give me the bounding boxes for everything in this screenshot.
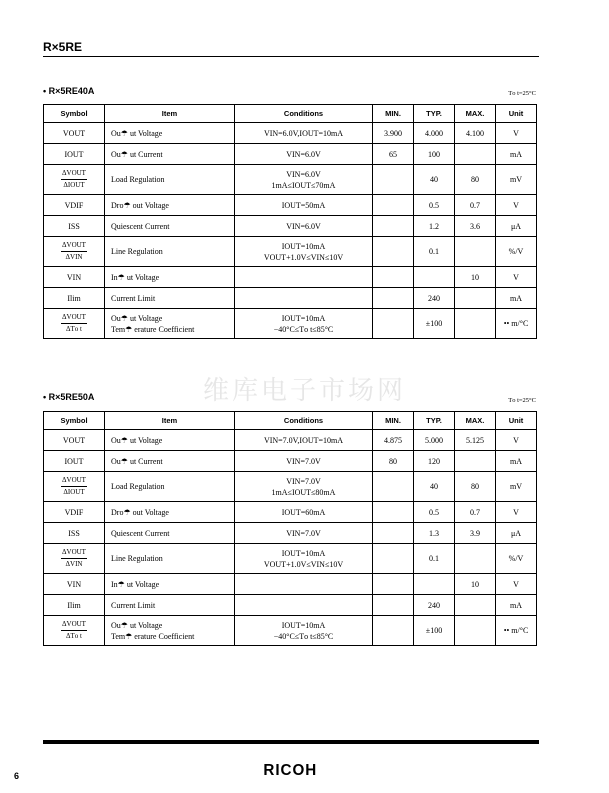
table-body (44, 430, 537, 646)
condition-line: IOUT=10mA (281, 548, 326, 558)
unit-cell: mA (496, 595, 537, 616)
max-cell (455, 288, 496, 309)
max-cell: 4.100 (455, 123, 496, 144)
unit-cell: %/V (496, 237, 537, 267)
header-row (44, 412, 537, 430)
item-cell: Quiescent Current (105, 216, 235, 237)
unit-cell: V (496, 195, 537, 216)
typ-cell (414, 267, 455, 288)
condition-line: VIN=6.0V,IOUT=10mA (263, 128, 344, 138)
item-cell: Ou☂ ut Current (105, 144, 235, 165)
symbol-denominator: ΔIOUT (63, 488, 85, 496)
unit-cell: V (496, 574, 537, 595)
item-cell (105, 309, 235, 339)
symbol-denominator: ΔTо t (66, 325, 82, 333)
table-row (44, 502, 537, 523)
table-row (44, 523, 537, 544)
conditions-cell (235, 430, 373, 451)
min-cell: 80 (373, 451, 414, 472)
typ-cell: 120 (414, 451, 455, 472)
unit-cell: mA (496, 144, 537, 165)
unit-cell: μA (496, 216, 537, 237)
max-cell (455, 595, 496, 616)
max-cell (455, 237, 496, 267)
symbol-cell: IOUT (44, 451, 105, 472)
conditions-cell (235, 472, 373, 502)
symbol-denominator: ΔIOUT (63, 181, 85, 189)
max-cell: 5.125 (455, 430, 496, 451)
condition-line: IOUT=50mA (281, 200, 326, 210)
symbol-cell: ISS (44, 523, 105, 544)
column-header: Unit (496, 105, 537, 123)
symbol-denominator: ΔVIN (65, 253, 83, 261)
symbol-cell (44, 237, 105, 267)
typ-cell: 40 (414, 165, 455, 195)
typ-cell: ±100 (414, 309, 455, 339)
item-cell: Ou☂ ut Voltage (105, 123, 235, 144)
symbol-cell: VDIF (44, 195, 105, 216)
min-cell (373, 544, 414, 574)
condition-line: VOUT+1.0V≤VIN≤10V (263, 252, 344, 262)
condition-line: 1mA≤IOUT≤80mA (271, 487, 336, 497)
condition-line: IOUT=60mA (281, 507, 326, 517)
max-cell: 80 (455, 165, 496, 195)
item-line: Tem☂ erature Coefficient (111, 631, 195, 641)
table-row (44, 195, 537, 216)
condition-line: VIN=6.0V (286, 169, 321, 179)
item-cell: Dro☂ out Voltage (105, 195, 235, 216)
typ-cell: ±100 (414, 616, 455, 646)
symbol-cell: Ilim (44, 288, 105, 309)
typ-cell: 240 (414, 288, 455, 309)
unit-cell: mA (496, 451, 537, 472)
min-cell: 3.900 (373, 123, 414, 144)
header-row (44, 105, 537, 123)
symbol-fraction (61, 476, 87, 497)
min-cell (373, 574, 414, 595)
condition-line: VIN=6.0V (286, 149, 321, 159)
item-cell: Load Regulation (105, 472, 235, 502)
item-cell: Dro☂ out Voltage (105, 502, 235, 523)
unit-cell: •• m/°C (496, 616, 537, 646)
item-cell: Ou☂ ut Current (105, 451, 235, 472)
column-header: Conditions (235, 412, 373, 430)
symbol-denominator: ΔVIN (65, 560, 83, 568)
condition-line: VIN=7.0V (286, 476, 321, 486)
table-row (44, 237, 537, 267)
max-cell: 0.7 (455, 195, 496, 216)
table-row (44, 165, 537, 195)
symbol-denominator: ΔTо t (66, 632, 82, 640)
symbol-cell (44, 616, 105, 646)
unit-cell: •• m/°C (496, 309, 537, 339)
symbol-fraction (61, 620, 87, 641)
item-cell: Current Limit (105, 288, 235, 309)
table-row (44, 574, 537, 595)
conditions-cell (235, 123, 373, 144)
condition-line: VIN=6.0V (286, 221, 321, 231)
condition-line: −40°C≤Tо t≤85°C (273, 631, 334, 641)
symbol-fraction (61, 313, 87, 334)
column-header: Symbol (44, 105, 105, 123)
symbol-fraction (61, 169, 87, 190)
symbol-cell: VOUT (44, 123, 105, 144)
conditions-cell (235, 144, 373, 165)
symbol-numerator: ΔVOUT (61, 620, 87, 631)
unit-cell: %/V (496, 544, 537, 574)
item-cell: Current Limit (105, 595, 235, 616)
conditions-cell (235, 502, 373, 523)
conditions-cell (235, 267, 373, 288)
min-cell: 4.875 (373, 430, 414, 451)
max-cell (455, 309, 496, 339)
max-cell (455, 451, 496, 472)
conditions-cell (235, 237, 373, 267)
symbol-cell: VOUT (44, 430, 105, 451)
symbol-cell: VIN (44, 574, 105, 595)
min-cell (373, 288, 414, 309)
typ-cell: 0.1 (414, 544, 455, 574)
max-cell (455, 144, 496, 165)
unit-cell: mV (496, 165, 537, 195)
ricoh-logo: RICOH (263, 762, 318, 779)
column-header: Conditions (235, 105, 373, 123)
symbol-cell: Ilim (44, 595, 105, 616)
min-cell (373, 237, 414, 267)
typ-cell: 240 (414, 595, 455, 616)
min-cell (373, 195, 414, 216)
table-row (44, 123, 537, 144)
column-header: Item (105, 412, 235, 430)
symbol-numerator: ΔVOUT (61, 169, 87, 180)
typ-cell: 1.2 (414, 216, 455, 237)
max-cell: 80 (455, 472, 496, 502)
unit-cell: V (496, 430, 537, 451)
item-cell: In☂ ut Voltage (105, 267, 235, 288)
min-cell (373, 472, 414, 502)
max-cell (455, 544, 496, 574)
condition-line: IOUT=10mA (281, 620, 326, 630)
item-cell: Line Regulation (105, 237, 235, 267)
unit-cell: V (496, 267, 537, 288)
condition-line: IOUT=10mA (281, 241, 326, 251)
table-row (44, 472, 537, 502)
conditions-cell (235, 216, 373, 237)
symbol-fraction (61, 241, 87, 262)
item-cell: Line Regulation (105, 544, 235, 574)
min-cell (373, 216, 414, 237)
condition-line: VIN=7.0V (286, 456, 321, 466)
symbol-numerator: ΔVOUT (61, 241, 87, 252)
column-header: MIN. (373, 412, 414, 430)
condition-line: VIN=7.0V,IOUT=10mA (263, 435, 344, 445)
max-cell: 0.7 (455, 502, 496, 523)
typ-cell: 1.3 (414, 523, 455, 544)
min-cell (373, 595, 414, 616)
column-header: Symbol (44, 412, 105, 430)
item-line: Ou☂ ut Voltage (111, 620, 163, 630)
temperature-note-50a: Tо t=25°C (508, 397, 536, 404)
table-row (44, 430, 537, 451)
section-title-40a: • R×5RE40A (43, 86, 95, 96)
symbol-cell: IOUT (44, 144, 105, 165)
condition-line: IOUT=10mA (281, 313, 326, 323)
conditions-cell (235, 523, 373, 544)
unit-cell: μA (496, 523, 537, 544)
condition-line: VOUT+1.0V≤VIN≤10V (263, 559, 344, 569)
temperature-note-40a: Tо t=25°C (508, 90, 536, 97)
symbol-cell: VIN (44, 267, 105, 288)
max-cell: 10 (455, 574, 496, 595)
item-cell: Load Regulation (105, 165, 235, 195)
symbol-cell (44, 309, 105, 339)
section-title-50a: • R×5RE50A (43, 392, 95, 402)
header-rule (43, 56, 539, 57)
item-cell: Ou☂ ut Voltage (105, 430, 235, 451)
item-cell: Quiescent Current (105, 523, 235, 544)
column-header: Item (105, 105, 235, 123)
item-line: Ou☂ ut Voltage (111, 313, 163, 323)
symbol-cell: ISS (44, 216, 105, 237)
unit-cell: mV (496, 472, 537, 502)
typ-cell: 100 (414, 144, 455, 165)
item-line: Tem☂ erature Coefficient (111, 324, 195, 334)
spec-table-50a (43, 411, 537, 646)
condition-line: 1mA≤IOUT≤70mA (271, 180, 336, 190)
table-row (44, 216, 537, 237)
unit-cell: V (496, 502, 537, 523)
table-body (44, 123, 537, 339)
column-header: MIN. (373, 105, 414, 123)
table-row (44, 616, 537, 646)
watermark: 维库电子市场网 (202, 376, 406, 406)
table-row (44, 267, 537, 288)
typ-cell: 0.5 (414, 195, 455, 216)
column-header: Unit (496, 412, 537, 430)
conditions-cell (235, 165, 373, 195)
typ-cell: 0.1 (414, 237, 455, 267)
min-cell (373, 502, 414, 523)
max-cell: 3.6 (455, 216, 496, 237)
max-cell (455, 616, 496, 646)
table-row (44, 544, 537, 574)
unit-cell: V (496, 123, 537, 144)
min-cell (373, 165, 414, 195)
table-row (44, 309, 537, 339)
page-header-title: R×5RE (43, 40, 83, 54)
column-header: TYP. (414, 412, 455, 430)
table-row (44, 451, 537, 472)
symbol-cell: VDIF (44, 502, 105, 523)
unit-cell: mA (496, 288, 537, 309)
min-cell (373, 523, 414, 544)
symbol-numerator: ΔVOUT (61, 476, 87, 487)
conditions-cell (235, 574, 373, 595)
min-cell: 65 (373, 144, 414, 165)
condition-line: −40°C≤Tо t≤85°C (273, 324, 334, 334)
conditions-cell (235, 309, 373, 339)
conditions-cell (235, 451, 373, 472)
min-cell (373, 309, 414, 339)
footer-rule (43, 740, 539, 744)
table-row (44, 288, 537, 309)
table-row (44, 595, 537, 616)
max-cell: 3.9 (455, 523, 496, 544)
condition-line: VIN=7.0V (286, 528, 321, 538)
column-header: TYP. (414, 105, 455, 123)
max-cell: 10 (455, 267, 496, 288)
symbol-cell (44, 544, 105, 574)
conditions-cell (235, 616, 373, 646)
item-cell: In☂ ut Voltage (105, 574, 235, 595)
min-cell (373, 616, 414, 646)
column-header: MAX. (455, 412, 496, 430)
table-row (44, 144, 537, 165)
typ-cell: 4.000 (414, 123, 455, 144)
symbol-fraction (61, 548, 87, 569)
symbol-numerator: ΔVOUT (61, 548, 87, 559)
conditions-cell (235, 288, 373, 309)
spec-table-40a (43, 104, 537, 339)
symbol-numerator: ΔVOUT (61, 313, 87, 324)
typ-cell: 5.000 (414, 430, 455, 451)
symbol-cell (44, 472, 105, 502)
typ-cell: 0.5 (414, 502, 455, 523)
page-number: 6 (14, 771, 20, 781)
typ-cell (414, 574, 455, 595)
typ-cell: 40 (414, 472, 455, 502)
conditions-cell (235, 544, 373, 574)
column-header: MAX. (455, 105, 496, 123)
conditions-cell (235, 595, 373, 616)
item-cell (105, 616, 235, 646)
symbol-cell (44, 165, 105, 195)
conditions-cell (235, 195, 373, 216)
min-cell (373, 267, 414, 288)
